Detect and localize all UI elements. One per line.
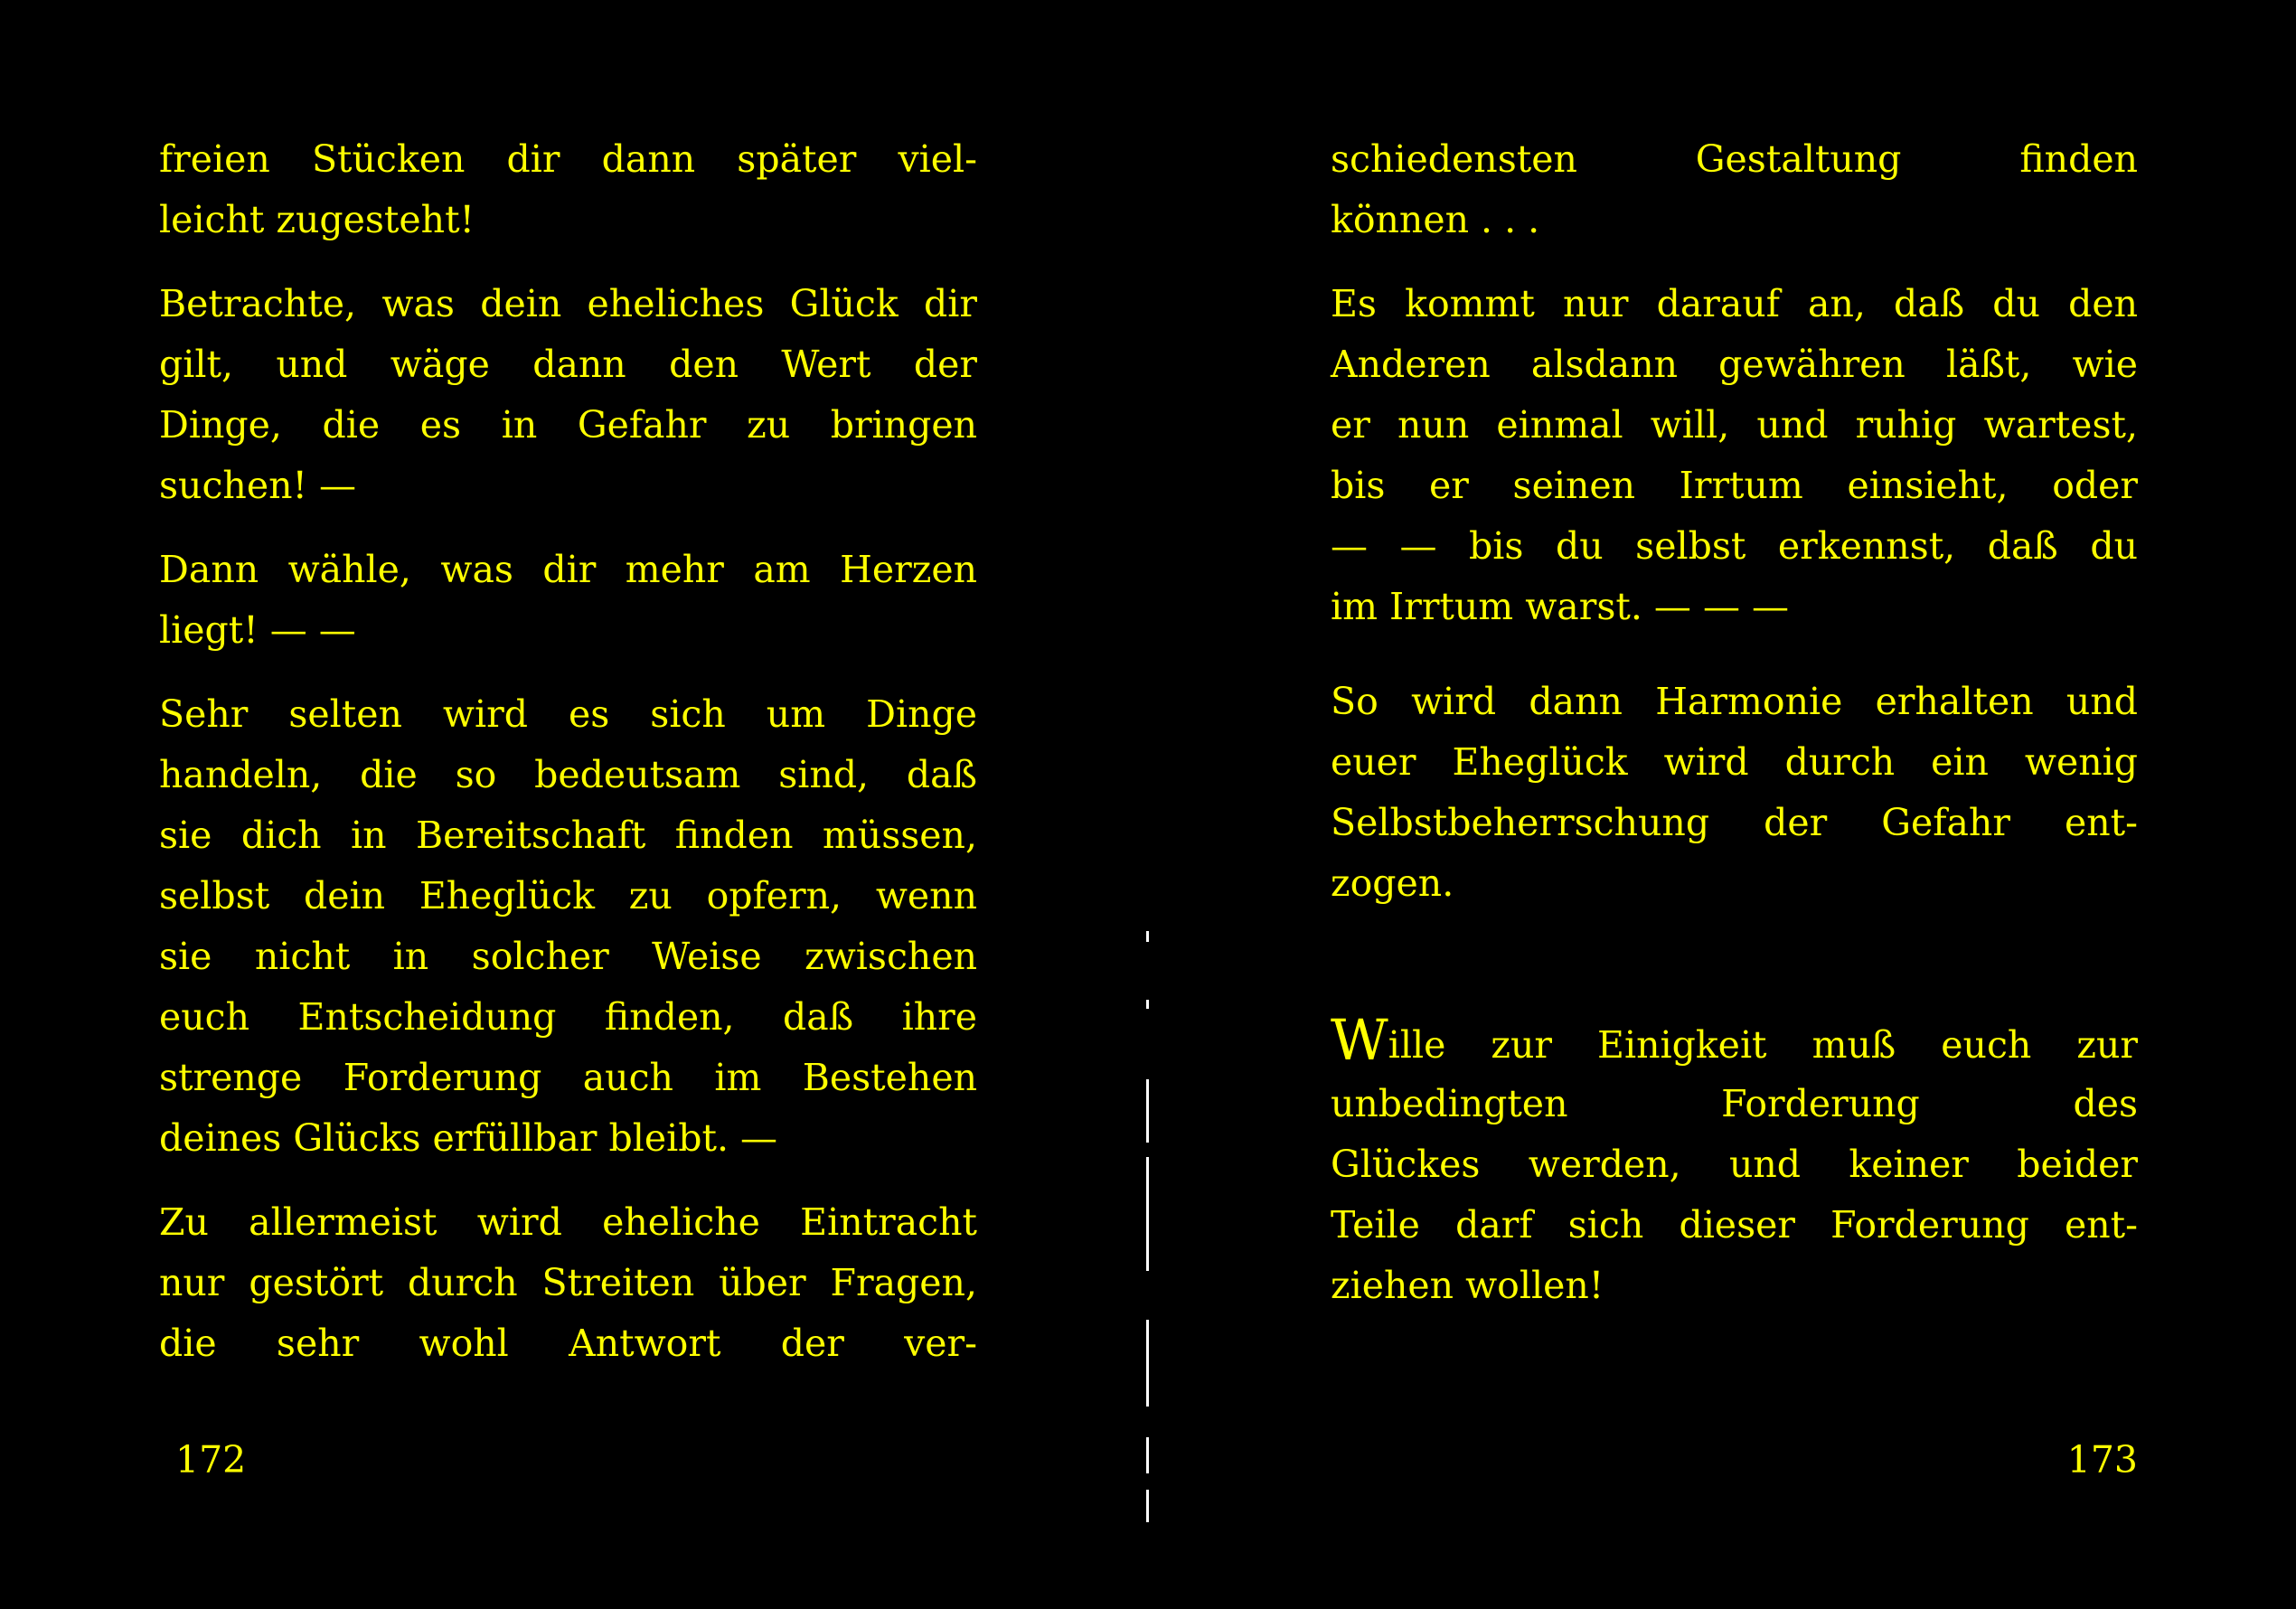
paragraph-1 <box>159 129 977 250</box>
text-line: Dann wähle, was dir mehr am Herzen <box>159 548 977 591</box>
text-line: Anderen alsdann gewähren läßt, wie <box>1331 343 2138 386</box>
drop-cap: W <box>1331 1007 1388 1073</box>
text-line: Betrachte, was dein eheliches Glück dir <box>159 282 977 325</box>
text-line: im Irrtum warst. — — — <box>1331 585 1789 628</box>
left-page-text <box>159 129 977 1374</box>
text-line: sie dich in Bereitschaft finden müssen, <box>159 814 977 857</box>
text-line: Es kommt nur darauf an, daß du den <box>1331 282 2138 325</box>
text-line: sie nicht in solcher Weise zwischen <box>159 935 977 978</box>
text-line: die sehr wohl Antwort der ver- <box>159 1322 977 1365</box>
paragraph-4 <box>159 684 977 1169</box>
text-line: ziehen wollen! <box>1331 1264 1604 1307</box>
text-line: Glückes werden, und keiner beider <box>1331 1143 2138 1186</box>
paragraph-1 <box>1331 129 2138 250</box>
text-line: So wird dann Harmonie erhalten und <box>1331 680 2138 723</box>
gutter-marks <box>1146 931 1150 1564</box>
text-line: strenge Forderung auch im Bestehen <box>159 1056 977 1099</box>
left-page <box>159 0 977 1609</box>
text-line: zogen. <box>1331 861 1454 905</box>
text-line: nur gestört durch Streiten über Fragen, <box>159 1261 977 1304</box>
text-line: liegt! — — <box>159 608 356 652</box>
text-line: freien Stücken dir dann später viel- <box>159 137 977 181</box>
paragraph-3 <box>159 540 977 661</box>
text-line: er nun einmal will, und ruhig wartest, <box>1331 403 2138 447</box>
paragraph-3 <box>1331 672 2138 914</box>
right-page-text <box>1331 129 2138 1316</box>
text-line: leicht zugesteht! <box>159 198 475 241</box>
final-paragraph <box>1331 1007 2138 1316</box>
paragraph-5 <box>159 1192 977 1374</box>
text-line: Sehr selten wird es sich um Dinge <box>159 692 977 736</box>
page-number: 172 <box>175 1438 247 1482</box>
text-line: euer Eheglück wird durch ein wenig <box>1331 740 2138 784</box>
text-line-rest: ille zur Einigkeit muß euch zur <box>1388 1023 2138 1067</box>
text-line: bis er seinen Irrtum einsieht, oder <box>1331 464 2138 507</box>
text-line: handeln, die so bedeutsam sind, daß <box>159 753 977 796</box>
text-line: deines Glücks erfüllbar bleibt. — <box>159 1116 778 1160</box>
page-number: 173 <box>2066 1438 2138 1482</box>
text-line: gilt, und wäge dann den Wert der <box>159 343 977 386</box>
right-page <box>1331 0 2138 1609</box>
paragraph-2 <box>159 274 977 516</box>
text-line: Teile darf sich dieser Forderung ent- <box>1331 1203 2138 1247</box>
text-line: suchen! — <box>159 464 356 507</box>
paragraph-2 <box>1331 274 2138 637</box>
text-line <box>1331 1007 2138 1074</box>
text-line: — — bis du selbst erkennst, daß du <box>1331 524 2138 568</box>
text-line: können . . . <box>1331 198 1540 241</box>
text-line: Selbstbeherrschung der Gefahr ent- <box>1331 801 2138 844</box>
text-line: euch Entscheidung finden, daß ihre <box>159 995 977 1039</box>
text-line: Dinge, die es in Gefahr zu bringen <box>159 403 977 447</box>
text-line: Zu allermeist wird eheliche Eintracht <box>159 1200 977 1244</box>
text-line: selbst dein Eheglück zu opfern, wenn <box>159 874 977 917</box>
text-line: unbedingten Forderung des <box>1331 1082 2138 1125</box>
text-line: schiedensten Gestaltung finden <box>1331 137 2138 181</box>
